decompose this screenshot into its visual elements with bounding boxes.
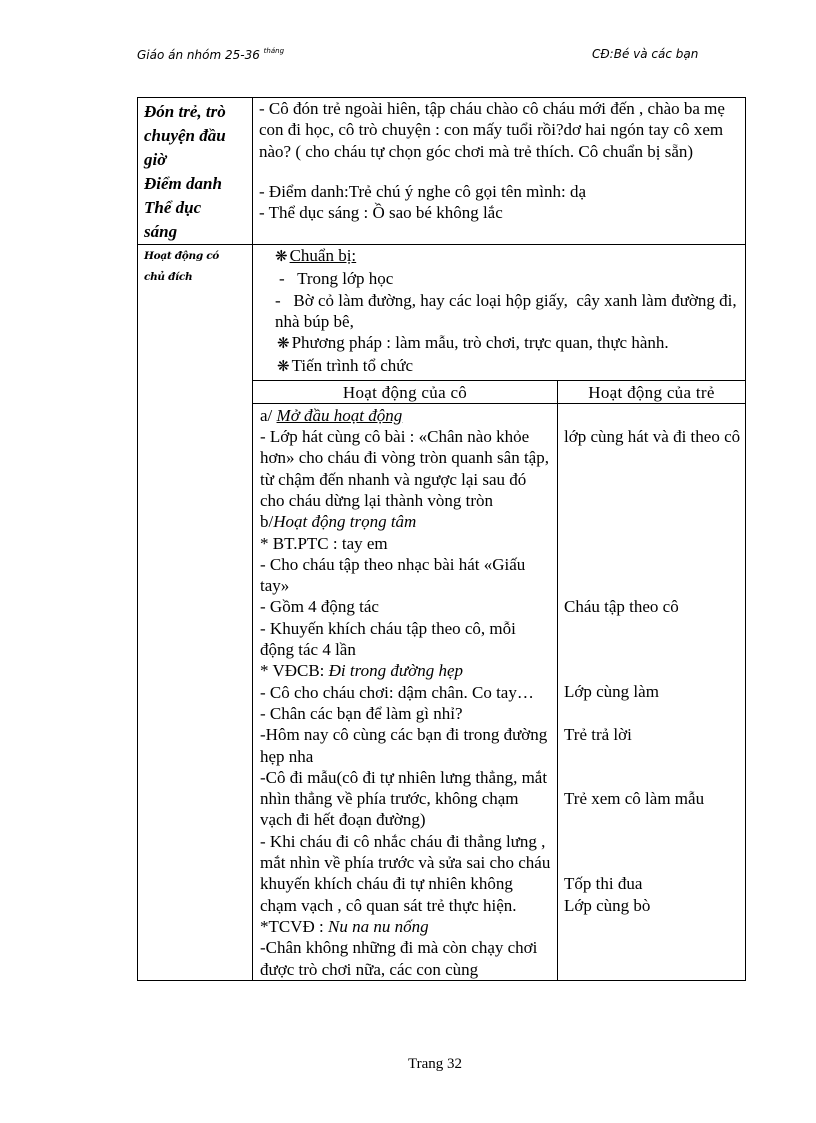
step-b6: - Cô cho cháu chơi: dậm chân. Co tay…	[260, 682, 534, 702]
row-morning	[138, 98, 746, 245]
teacher-activities	[253, 403, 558, 980]
activity-table	[253, 380, 745, 980]
opening-text: - Lớp hát cùng cô bài : «Chân nào khỏe hơn» cho cháu đi vòng tròn quanh sân tập, từ chậm đến nhanh và ngược lại sau đó cho cháu dừng lại thành vòng tròn	[260, 427, 549, 510]
activity-label-line-2: chủ đích	[144, 271, 193, 283]
section-b-heading: b/Hoạt động trọng tâm	[260, 512, 417, 532]
step-b12: -Chân không những đi mà còn chạy chơi được trò chơi nữa, các con cùng	[260, 938, 538, 979]
step-b10: - Khi cháu đi cô nhắc cháu đi thẳng lưng , mắt nhìn về phía trước và sửa sai cho cháu khuyến khích cháu đi tự nhiên không chạm vạch , cô quan sát trẻ thực hiện.	[260, 831, 551, 915]
step-b4: - Khuyến khích cháu tập theo cô, mỗi động tác 4 lần	[260, 618, 516, 660]
step-b9: -Cô đi mẫu(cô đi tự nhiên lưng thẳng, mắt nhìn thẳng về phía trước, không chạm vạch đi hết đoạn đường)	[260, 767, 548, 830]
step-b2: - Cho cháu tập theo nhạc bài hát «Giấu tay»	[260, 554, 526, 596]
header-left	[137, 47, 284, 62]
child-response-7: Lớp cùng bò	[564, 895, 651, 915]
lesson-plan-table	[137, 97, 746, 981]
child-response-2: Cháu tập theo cô	[564, 597, 679, 617]
row2-label-cell	[138, 245, 253, 981]
page-number: Trang 32	[407, 1056, 463, 1072]
prep-item-1: - Trong lớp học	[279, 269, 394, 289]
section-a-heading: a/ Mở đầu hoạt động	[260, 405, 403, 425]
child-response-3: Lớp cùng làm	[564, 682, 659, 702]
method-text: Phương pháp : làm mẫu, trò chơi, trực quan, thực hành.	[291, 333, 669, 353]
step-b11: *TCVĐ : Nu na nu nống	[260, 916, 429, 936]
step-b8: -Hôm nay cô cùng các bạn đi trong đường hẹp nha	[260, 725, 548, 766]
child-column-header: Hoạt động của trẻ	[558, 380, 746, 403]
label-line-6: sáng	[144, 222, 178, 241]
header-lesson-title: Giáo án nhóm 25-36	[137, 48, 260, 62]
activity-label-line-1: Hoạt động có	[144, 250, 220, 262]
prep-item-2: - Bờ cỏ làm đường, hay các loại hộp giấy, cây xanh làm đường đi, nhà búp bê,	[275, 290, 741, 331]
child-response-1: lớp cùng hát và đi theo cô	[564, 426, 741, 446]
child-response-5: Trẻ xem cô làm mẫu	[564, 788, 705, 808]
row2-content-cell	[253, 245, 746, 981]
step-b7: - Chân các bạn để làm gì nhỉ?	[260, 703, 463, 723]
step-b5: * VĐCB: Đi trong đường hẹp	[260, 661, 464, 681]
header-right: CĐ:Bé và các bạn	[592, 47, 699, 61]
activity-header-row	[253, 380, 745, 403]
flower-bullet-icon: ❋	[275, 249, 288, 265]
label-line-1: Đón trẻ, trò	[144, 102, 226, 121]
label-line-2: chuyện đầu	[144, 126, 226, 145]
process-text: Tiến trình tổ chức	[291, 356, 414, 376]
header-superscript: tháng	[263, 47, 285, 55]
preparation-section	[253, 245, 745, 380]
teacher-column-header: Hoạt động của cô	[253, 380, 558, 403]
row1-content-cell	[253, 98, 746, 245]
flower-bullet-icon: ❋	[277, 359, 290, 376]
attendance-paragraph: - Điểm danh:Trẻ chú ý nghe cô gọi tên mình: dạ	[259, 181, 587, 201]
preparation-title: Chuẩn bị:	[289, 246, 357, 265]
label-line-5: Thể dục	[144, 198, 202, 217]
label-line-3: giờ	[144, 150, 167, 169]
step-b1: * BT.PTC : tay em	[260, 533, 388, 553]
row-activity	[138, 245, 746, 981]
label-line-4: Điểm danh	[144, 174, 222, 193]
flower-bullet-icon: ❋	[277, 336, 290, 353]
row1-label-cell	[138, 98, 253, 245]
child-response-4: Trẻ trả lời	[564, 724, 632, 744]
activity-body-row	[253, 403, 745, 980]
child-activities	[558, 403, 746, 980]
child-response-6: Tốp thi đua	[564, 874, 643, 894]
step-b3: - Gồm 4 động tác	[260, 597, 379, 617]
exercise-paragraph: - Thể dục sáng : Ồ sao bé không lắc	[259, 203, 503, 223]
greeting-paragraph: - Cô đón trẻ ngoài hiên, tập cháu chào cô cháu mới đến , chào ba mẹ con đi học, cô trò chuyện : con mấy tuổi rồi?dơ hai ngón tay cô xem nào? ( cho cháu tự chọn góc chơi mà trẻ thích. Cô chuẩn bị sẵn)	[259, 99, 725, 161]
